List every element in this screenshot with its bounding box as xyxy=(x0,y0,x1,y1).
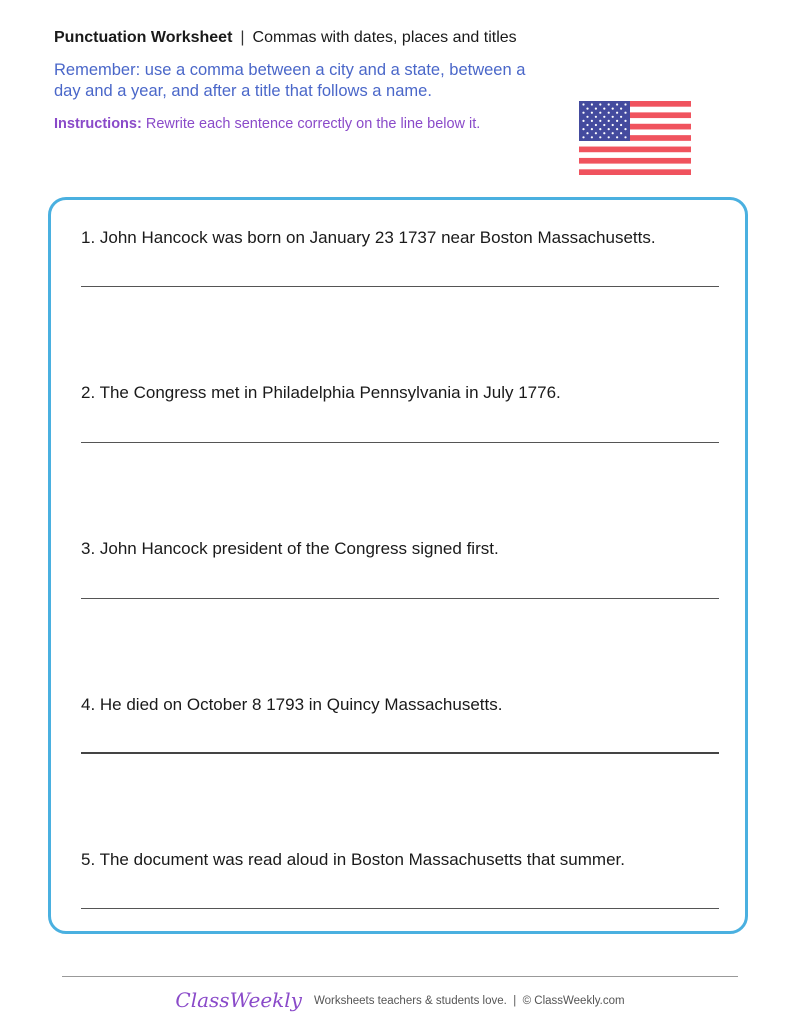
us-flag-icon xyxy=(579,101,691,175)
worksheet-label: Punctuation Worksheet xyxy=(54,29,233,46)
instructions-text: Rewrite each sentence correctly on the line below it. xyxy=(145,116,481,132)
worksheet-topic: Commas with dates, places and titles xyxy=(252,29,517,46)
footer-divider xyxy=(62,976,738,977)
footer-tagline: Worksheets teachers & students love. xyxy=(313,995,507,1007)
answer-line-4[interactable] xyxy=(81,752,719,754)
footer xyxy=(0,988,800,1012)
footer-copyright: © ClassWeekly.com xyxy=(522,995,625,1007)
remember-note: Remember: use a comma between a city and a state, between a day and a year, and after a title that follows a name. xyxy=(54,61,526,100)
title-line xyxy=(54,28,554,48)
title-separator: | xyxy=(240,29,245,46)
question-1: 1. John Hancock was born on January 23 1737 near Boston Massachusetts. xyxy=(81,228,656,247)
question-5: 5. The document was read aloud in Boston Massachusetts that summer. xyxy=(81,850,625,869)
instructions-label: Instructions: xyxy=(54,116,142,132)
question-4: 4. He died on October 8 1793 in Quincy Massachusetts. xyxy=(81,695,503,714)
brand-logo: ClassWeekly xyxy=(175,988,302,1012)
instructions xyxy=(54,115,554,133)
question-3: 3. John Hancock president of the Congress signed first. xyxy=(81,539,499,558)
questions-box xyxy=(48,197,748,934)
answer-line-1[interactable] xyxy=(81,286,719,287)
question-2: 2. The Congress met in Philadelphia Pennsylvania in July 1776. xyxy=(81,383,561,402)
answer-line-2[interactable] xyxy=(81,442,719,443)
worksheet-header xyxy=(54,28,554,133)
answer-line-5[interactable] xyxy=(81,908,719,909)
footer-divider-glyph: | xyxy=(513,995,517,1007)
answer-line-3[interactable] xyxy=(81,598,719,599)
